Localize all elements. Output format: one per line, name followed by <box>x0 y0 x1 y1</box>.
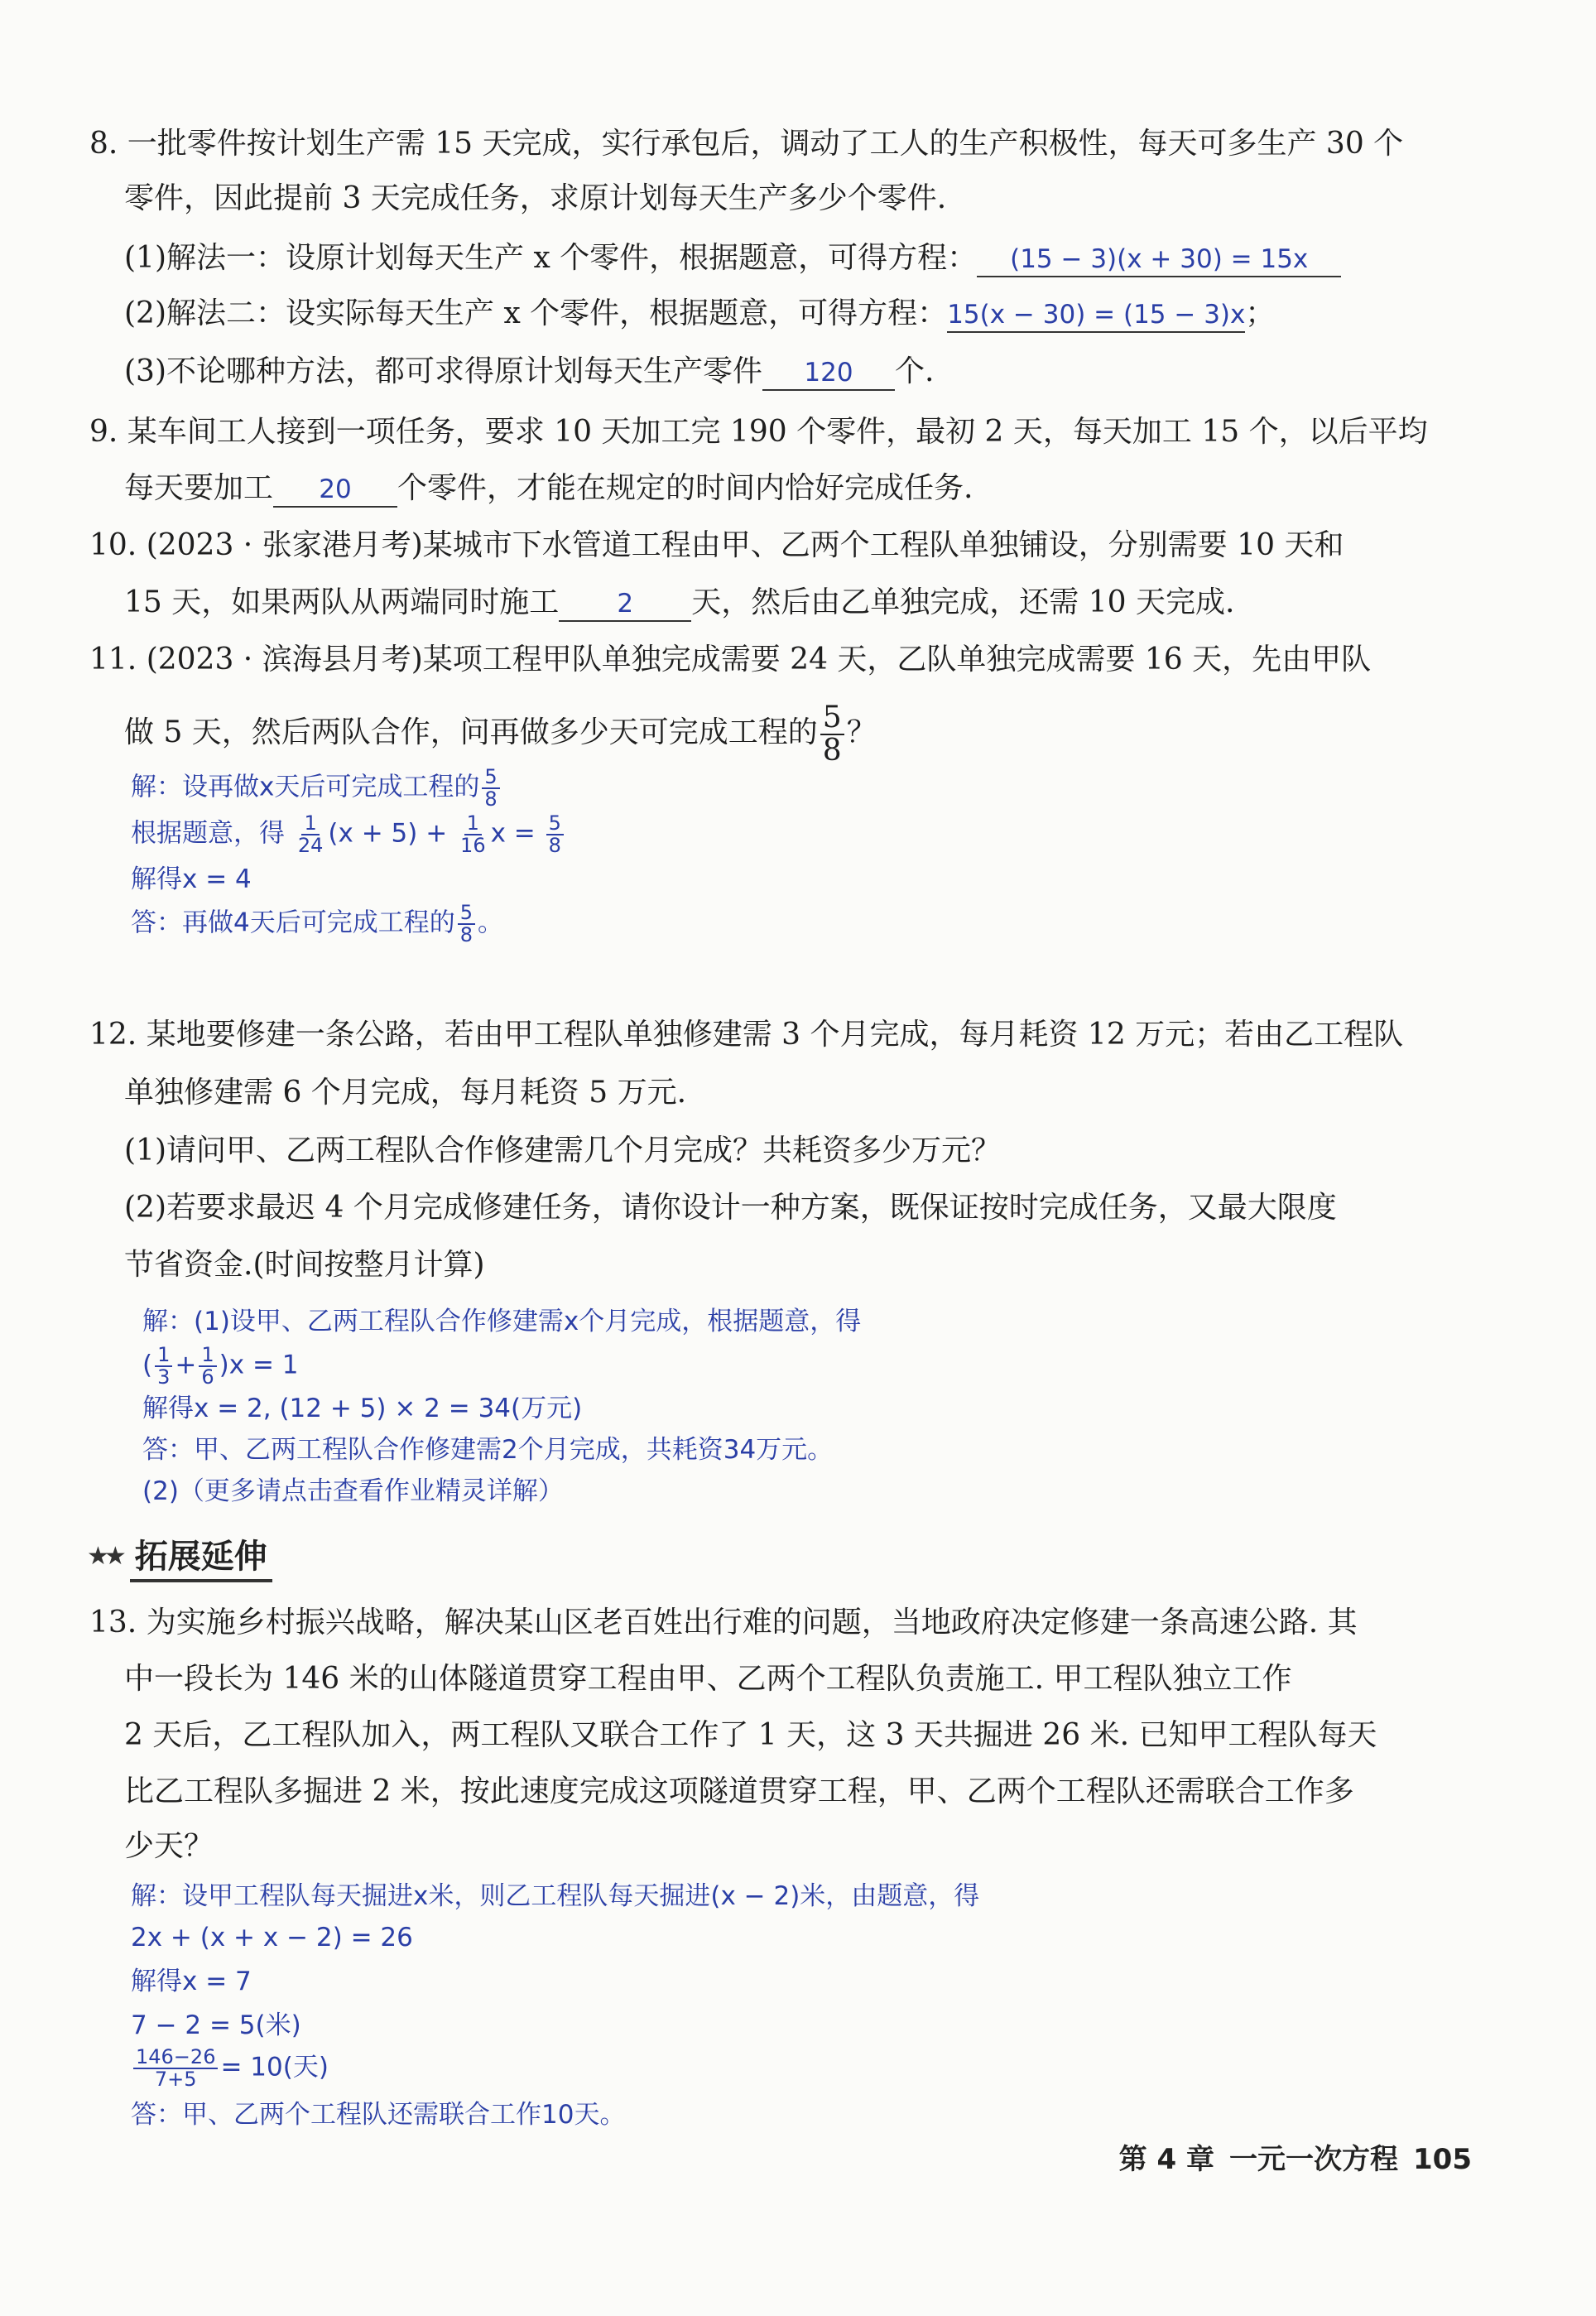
q11-solution-2: 根据题意，得 $\frac{1}{24}$ (x + 5) + $\frac{1}{16}$ x = $\frac{5}{8}$ <box>131 813 566 856</box>
q13-solution-1: 解：设甲工程队每天掘进x米，则乙工程队每天掘进(x − 2)米，由题意，得 <box>131 1881 980 1911</box>
q8-answer3: 120 <box>804 358 853 388</box>
q10-text-b: 天，然后由乙单独完成，还需 10 天完成. <box>691 585 1235 619</box>
chapter-label: 第 4 章 <box>1118 2143 1215 2176</box>
q12-solution-2: ( $\frac{1}{3}$ + $\frac{1}{6}$ )x = 1 <box>142 1343 299 1389</box>
q12-solution-4: 答：甲、乙两工程队合作修建需2个月完成，共耗资34万元。 <box>142 1435 834 1465</box>
section-header-extension <box>87 1530 272 1582</box>
chapter-title: 一元一次方程 <box>1229 2143 1399 2176</box>
q9-answer-blank <box>273 470 397 508</box>
q12-part2: (2)若要求最迟 4 个月完成修建任务，请你设计一种方案，既保证按时完成任务，又最大限度 <box>124 1191 1337 1225</box>
q11-line1: 11. (2023 · 滨海县月考)某项工程甲队单独完成需要 24 天，乙队单独完成需要 16 天，先由甲队 <box>89 643 1372 677</box>
q11-end: ？ <box>846 715 877 749</box>
q11-text: 做 5 天，然后两队合作，问再做多少天可完成工程的 <box>124 715 818 749</box>
q13-line3: 2 天后，乙工程队加入，两工程队又联合工作了 1 天，这 3 天共掘进 26 米. 已知甲工程队每天 <box>124 1718 1377 1752</box>
q13-line4: 比乙工程队多掘进 2 米，按此速度完成这项隧道贯穿工程，甲、乙两个工程队还需联合工作多 <box>124 1774 1354 1808</box>
q9-text-b: 个零件，才能在规定的时间内恰好完成任务. <box>397 471 973 505</box>
q8-answer2: 15(x − 30) = (15 − 3)x <box>947 300 1246 330</box>
q8-line2: 零件，因此提前 3 天完成任务，求原计划每天生产多少个零件. <box>124 181 947 215</box>
q11-solution-3: 解得x = 4 <box>131 864 252 894</box>
q8-answer1-blank <box>977 240 1341 277</box>
q9-line2 <box>124 470 973 508</box>
q13-line1: 13. 为实施乡村振兴战略，解决某山区老百姓出行难的问题，当地政府决定修建一条高速公路. 其 <box>89 1606 1358 1639</box>
q8-part3 <box>124 354 934 391</box>
q10-text-a: 15 天，如果两队从两端同时施工 <box>124 585 560 619</box>
q12-solution-3: 解得x = 2, (12 + 5) × 2 = 34(万元) <box>142 1394 583 1423</box>
q13-line2: 中一段长为 146 米的山体隧道贯穿工程由甲、乙两个工程队负责施工. 甲工程队独立工作 <box>124 1662 1292 1696</box>
q8-answer1: (15 − 3)(x + 30) = 15x <box>1010 244 1309 274</box>
q8-part3-text: (3)不论哪种方法，都可求得原计划每天生产零件 <box>124 354 762 388</box>
q13-solution-6: 答：甲、乙两个工程队还需联合工作10天。 <box>131 2100 626 2130</box>
section-title: 拓展延伸 <box>130 1530 272 1582</box>
q9-answer: 20 <box>319 474 352 504</box>
q11-line2 <box>124 702 877 767</box>
q9-text-a: 每天要加工 <box>124 471 274 505</box>
q8-part2-end: ； <box>1245 296 1276 330</box>
q12-line2: 单独修建需 6 个月完成，每月耗资 5 万元. <box>124 1076 687 1110</box>
q12-solution-1: 解：(1)设甲、乙两工程队合作修建需x个月完成，根据题意，得 <box>142 1307 862 1336</box>
q8-line1: 8. 一批零件按计划生产需 15 天完成，实行承包后，调动了工人的生产积极性，每天可多生产 30 个 <box>89 127 1404 161</box>
q12-solution-5: (2)（更多请点击查看作业精灵详解） <box>142 1476 564 1506</box>
q8-part1-text: (1)解法一：设原计划每天生产 x 个零件，根据题意，可得方程： <box>124 241 978 275</box>
q11-solution-4: 答：再做4天后可完成工程的 $\frac{5}{8}$ 。 <box>131 901 504 947</box>
page-number: 105 <box>1413 2143 1472 2176</box>
star-icon: ★★ <box>87 1542 122 1571</box>
q12-line1: 12. 某地要修建一条公路，若由甲工程队单独修建需 3 个月完成，每月耗资 12 万元；若由乙工程队 <box>89 1018 1404 1052</box>
q9-line1: 9. 某车间工人接到一项任务，要求 10 天加工完 190 个零件，最初 2 天，每天加工 15 个，以后平均 <box>89 415 1428 449</box>
q13-solution-5: $\frac{146-26}{7+5}$ = 10(天) <box>131 2047 329 2090</box>
q13-solution-4: 7 − 2 = 5(米) <box>131 2010 301 2040</box>
q12-part1: (1)请问甲、乙两工程队合作修建需几个月完成？共耗资多少万元？ <box>124 1134 1001 1168</box>
q13-solution-2: 2x + (x + x − 2) = 26 <box>131 1923 413 1952</box>
q11-solution-1: 解：设再做x天后可完成工程的 $\frac{5}{8}$ <box>131 767 502 810</box>
q8-answer3-blank <box>762 354 895 391</box>
q8-part3-end: 个. <box>895 354 935 388</box>
q8-part1 <box>124 240 1341 277</box>
q10-line2 <box>124 585 1234 622</box>
q13-line5: 少天？ <box>124 1829 214 1863</box>
q8-part2-text: (2)解法二：设实际每天生产 x 个零件，根据题意，可得方程： <box>124 296 948 330</box>
q8-answer2-blank <box>947 296 1245 333</box>
q10-line1: 10. (2023 · 张家港月考)某城市下水管道工程由甲、乙两个工程队单独铺设，分别需要 10 天和 <box>89 528 1344 562</box>
q13-solution-3: 解得x = 7 <box>131 1967 252 1996</box>
q12-part2-cont: 节省资金.(时间按整月计算) <box>124 1248 485 1282</box>
q10-answer: 2 <box>617 589 634 619</box>
q10-answer-blank <box>559 585 691 622</box>
q8-part2 <box>124 296 1275 333</box>
fraction-five-eighths: $\frac{5}{8}$ <box>820 702 844 767</box>
page-footer <box>1104 2136 1472 2177</box>
